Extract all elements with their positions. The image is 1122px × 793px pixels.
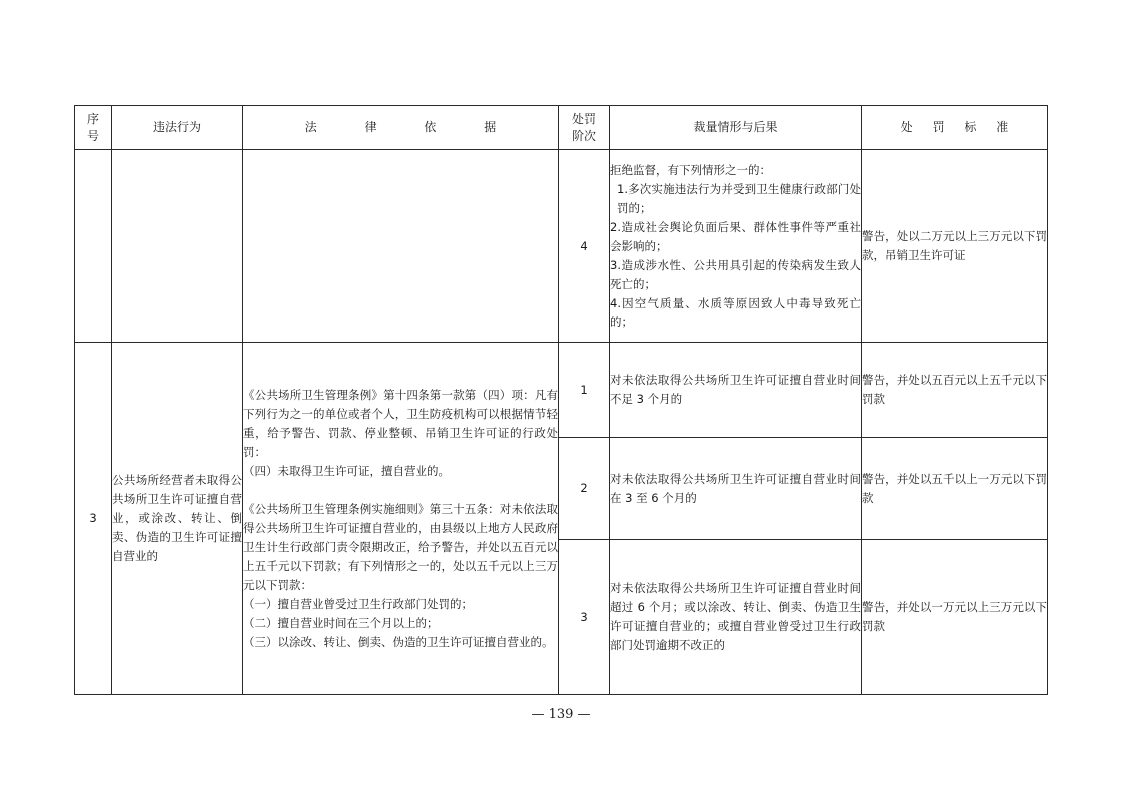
header-penalty-level xyxy=(559,106,610,150)
prev-circumstances-cell xyxy=(610,150,862,343)
table-row-3-level-1 xyxy=(75,343,1048,438)
header-penalty-standard-text: 处 罚 标 准 xyxy=(900,120,1017,134)
header-violation: 违法行为 xyxy=(112,106,243,150)
legal-paragraph: （四）未取得卫生许可证，擅自营业的。 xyxy=(243,463,450,478)
header-legal-basis-text: 法 律 依 据 xyxy=(304,120,519,134)
legal-paragraph: 《公共场所卫生管理条例实施细则》第三十五条：对未依法取得公共场所卫生许可证擅自营业的，由县级以上地方人民政府卫生计生行政部门责令限期改正，给予警告，并处以五百元以上五千元以下罚款；有下列情形之一的，处以五千元以上三万元以下罚款： xyxy=(243,501,558,592)
row3-level-1-circumstances: 对未依法取得公共场所卫生许可证擅自营业时间不足 3 个月的 xyxy=(610,343,862,438)
prev-circumstance-line: 1.多次实施违法行为并受到卫生健康行政部门处罚的； xyxy=(617,181,861,215)
row3-level-2-standard: 警告，并处以五千以上一万元以下罚款 xyxy=(862,438,1048,540)
prev-circumstance-line: 拒绝监督，有下列情形之一的： xyxy=(610,162,771,177)
legal-paragraph: （三）以涂改、转让、倒卖、伪造的卫生许可证擅自营业的。 xyxy=(243,634,554,649)
header-seq-line2: 号 xyxy=(86,128,99,143)
row3-level-1-cell: 1 xyxy=(559,343,610,438)
header-circumstances: 裁量情形与后果 xyxy=(610,106,862,150)
table-row-prev-level-4 xyxy=(75,150,1048,343)
legal-paragraph: （一）擅自营业曾受过卫生行政部门处罚的； xyxy=(243,596,473,611)
header-seq xyxy=(75,106,112,150)
legal-paragraph: （二）擅自营业时间在三个月以上的； xyxy=(243,615,439,630)
penalty-discretion-table xyxy=(74,105,1048,695)
prev-legal-cell xyxy=(243,150,559,343)
row3-violation-cell: 公共场所经营者未取得公共场所卫生许可证擅自营业，或涂改、转让、倒卖、伪造的卫生许可证擅自营业的 xyxy=(112,343,243,695)
header-penalty-level-line2: 阶次 xyxy=(571,128,596,143)
paragraph-gap xyxy=(243,481,558,500)
row3-level-3-cell: 3 xyxy=(559,540,610,695)
header-legal-basis xyxy=(243,106,559,150)
prev-standard-cell: 警告，处以二万元以上三万元以下罚款，吊销卫生许可证 xyxy=(862,150,1048,343)
prev-violation-cell xyxy=(112,150,243,343)
prev-circumstance-line: 3.造成涉水性、公共用具引起的传染病发生致人死亡的； xyxy=(610,257,861,291)
prev-circumstance-line: 2.造成社会舆论负面后果、群体性事件等严重社会影响的； xyxy=(610,219,861,253)
prev-seq-cell xyxy=(75,150,112,343)
prev-level-cell: 4 xyxy=(559,150,610,343)
row3-level-2-circumstances: 对未依法取得公共场所卫生许可证擅自营业时间在 3 至 6 个月的 xyxy=(610,438,862,540)
row3-level-1-standard: 警告，并处以五百元以上五千元以下罚款 xyxy=(862,343,1048,438)
row3-seq-cell: 3 xyxy=(75,343,112,695)
row3-legal-basis-cell xyxy=(243,343,559,695)
legal-paragraph: 《公共场所卫生管理条例》第十四条第一款第（四）项：凡有下列行为之一的单位或者个人，卫生防疫机构可以根据情节轻重，给予警告、罚款、停业整顿、吊销卫生许可证的行政处罚： xyxy=(243,387,558,459)
header-seq-line1: 序 xyxy=(86,111,99,126)
prev-circumstance-line: 4.因空气质量、水质等原因致人中毒导致死亡的； xyxy=(610,295,861,329)
header-row xyxy=(75,106,1048,150)
header-penalty-standard xyxy=(862,106,1048,150)
row3-level-3-standard: 警告，并处以一万元以上三万元以下罚款 xyxy=(862,540,1048,695)
row3-level-2-cell: 2 xyxy=(559,438,610,540)
page-number: — 139 — xyxy=(531,707,591,722)
row3-level-3-circumstances: 对未依法取得公共场所卫生许可证擅自营业时间超过 6 个月；或以涂改、转让、倒卖、伪造卫生许可证擅自营业的；或擅自营业曾受过卫生行政部门处罚逾期不改正的 xyxy=(610,540,862,695)
header-penalty-level-line1: 处罚 xyxy=(571,111,596,126)
